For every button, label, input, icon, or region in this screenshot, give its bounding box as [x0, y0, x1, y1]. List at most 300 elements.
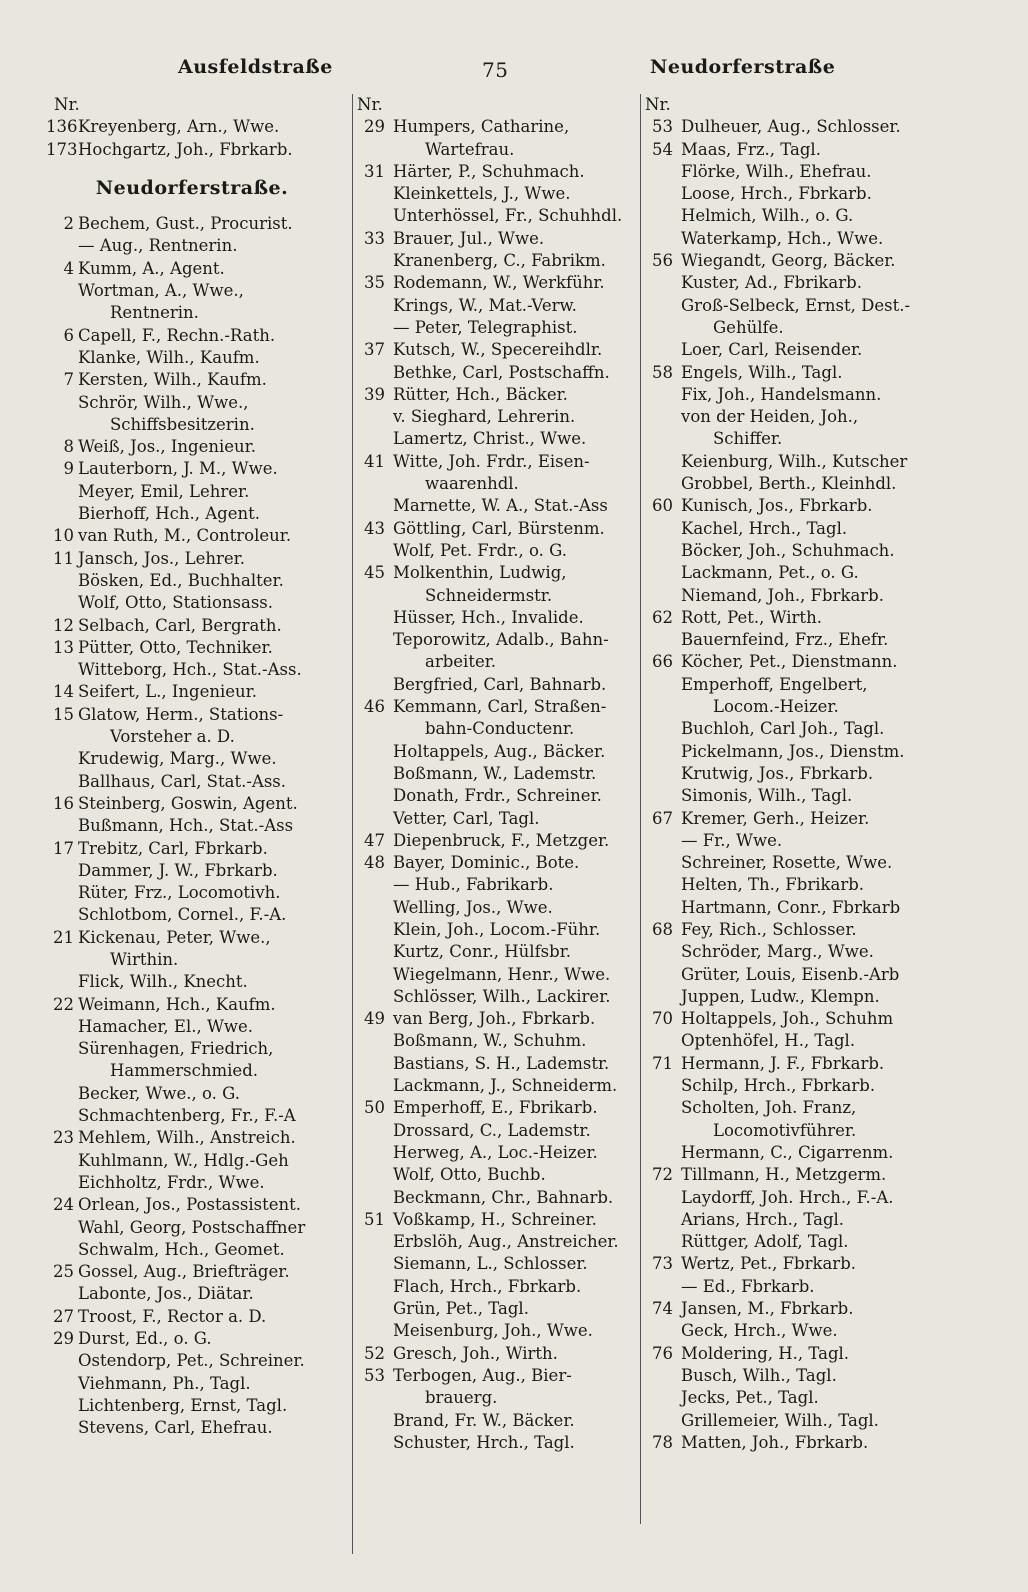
directory-entry — [641, 629, 941, 651]
directory-entry — [42, 280, 342, 302]
directory-entry — [42, 302, 342, 324]
directory-entry — [353, 1008, 643, 1030]
directory-entry — [641, 1053, 941, 1075]
resident-text: Kuster, Ad., Fbrikarb. — [681, 273, 862, 293]
resident-text: Simonis, Wilh., Tagl. — [681, 786, 853, 806]
directory-entry — [353, 518, 643, 540]
directory-entry — [42, 1350, 342, 1372]
column-2 — [352, 94, 643, 1554]
resident-text: Krings, W., Mat.-Verw. — [393, 295, 577, 315]
house-number: 67 — [652, 808, 673, 828]
resident-text: Diepenbruck, F., Metzger. — [393, 830, 610, 850]
resident-text: Terbogen, Aug., Bier- — [393, 1365, 572, 1385]
directory-entry — [353, 1410, 643, 1432]
header-right-street: Neudorferstraße — [650, 56, 836, 78]
directory-entry — [42, 592, 342, 614]
directory-entry — [42, 904, 342, 926]
directory-entry — [42, 1016, 342, 1038]
resident-text: Grüter, Louis, Eisenb.-Arb — [681, 964, 900, 984]
resident-text: Klein, Joh., Locom.-Führ. — [393, 919, 601, 939]
resident-text: Hartmann, Conr., Fbrkarb — [681, 897, 901, 917]
resident-text: Witte, Joh. Frdr., Eisen- — [393, 451, 590, 471]
house-number: 52 — [364, 1343, 385, 1363]
directory-entry — [641, 718, 941, 740]
directory-entry — [641, 1142, 941, 1164]
directory-entry — [42, 392, 342, 414]
resident-text: Schiffer. — [713, 429, 783, 449]
resident-text: Göttling, Carl, Bürstenm. — [393, 518, 605, 538]
directory-entry — [42, 615, 342, 637]
directory-entry — [353, 1142, 643, 1164]
house-number: 27 — [53, 1306, 74, 1326]
directory-entry — [641, 1097, 941, 1119]
directory-entry — [353, 1343, 643, 1365]
directory-entry — [641, 964, 941, 986]
directory-entry — [353, 495, 643, 517]
resident-text: Arians, Hrch., Tagl. — [681, 1209, 845, 1229]
resident-text: Lichtenberg, Ernst, Tagl. — [78, 1395, 288, 1415]
resident-text: — Fr., Wwe. — [681, 830, 783, 850]
directory-entry — [42, 1261, 342, 1283]
directory-entry — [641, 919, 941, 941]
resident-text: Flach, Hrch., Fbrkarb. — [393, 1276, 582, 1296]
directory-entry — [42, 815, 342, 837]
directory-entry — [42, 1060, 342, 1082]
resident-text: Wolf, Otto, Stationsass. — [78, 593, 273, 613]
directory-entry — [42, 793, 342, 815]
resident-text: Laydorff, Joh. Hrch., F.-A. — [681, 1187, 894, 1207]
resident-text: Bergfried, Carl, Bahnarb. — [393, 674, 607, 694]
resident-text: Seifert, L., Ingenieur. — [78, 682, 258, 702]
house-number: 13 — [53, 637, 74, 657]
directory-entry — [353, 540, 643, 562]
resident-text: Groß-Selbeck, Ernst, Dest.- — [681, 295, 911, 315]
top-entries — [42, 116, 342, 161]
directory-entry — [353, 339, 643, 361]
column-3 — [640, 94, 941, 1524]
resident-text: Hermann, J. F., Fbrkarb. — [681, 1053, 885, 1073]
directory-entry — [42, 659, 342, 681]
directory-entry — [641, 986, 941, 1008]
resident-text: Wortman, A., Wwe., — [78, 281, 244, 301]
resident-text: Helmich, Wilh., o. G. — [681, 206, 854, 226]
directory-entry — [353, 161, 643, 183]
resident-text: Wiegelmann, Henr., Wwe. — [393, 964, 611, 984]
directory-entry — [353, 718, 643, 740]
directory-entry — [641, 674, 941, 696]
resident-text: Jansch, Jos., Lehrer. — [78, 548, 245, 568]
resident-text: Unterhössel, Fr., Schuhhdl. — [393, 206, 623, 226]
directory-entry — [641, 272, 941, 294]
resident-text: Krutwig, Jos., Fbrkarb. — [681, 763, 874, 783]
directory-entry — [641, 897, 941, 919]
resident-text: Bußmann, Hch., Stat.-Ass — [78, 816, 294, 836]
house-number: 173 — [46, 139, 78, 159]
house-number: 70 — [652, 1009, 673, 1029]
directory-entry — [641, 317, 941, 339]
resident-text: Böcker, Joh., Schuhmach. — [681, 540, 895, 560]
resident-text: Lauterborn, J. M., Wwe. — [78, 459, 278, 479]
directory-entry — [42, 1194, 342, 1216]
directory-entry — [42, 436, 342, 458]
directory-entry — [353, 1209, 643, 1231]
directory-entry — [42, 1239, 342, 1261]
directory-entry — [641, 1008, 941, 1030]
resident-text: Niemand, Joh., Fbrkarb. — [681, 585, 884, 605]
resident-text: Gehülfe. — [713, 317, 784, 337]
directory-entry — [42, 1127, 342, 1149]
resident-text: Schröder, Marg., Wwe. — [681, 942, 874, 962]
resident-text: Kleinkettels, J., Wwe. — [393, 184, 571, 204]
directory-entry — [353, 1030, 643, 1052]
directory-entry — [353, 228, 643, 250]
resident-text: — Peter, Telegraphist. — [393, 317, 578, 337]
resident-text: waarenhdl. — [425, 474, 519, 494]
directory-entry — [42, 1395, 342, 1417]
directory-entry — [42, 838, 342, 860]
resident-text: Loose, Hrch., Fbrkarb. — [681, 184, 872, 204]
resident-text: Optenhöfel, H., Tagl. — [681, 1031, 856, 1051]
resident-text: Kreyenberg, Arn., Wwe. — [78, 117, 280, 137]
entry-list — [42, 213, 342, 1439]
resident-text: Schuster, Hrch., Tagl. — [393, 1432, 575, 1452]
resident-text: Scholten, Joh. Franz, — [681, 1098, 857, 1118]
directory-entry — [353, 1120, 643, 1142]
directory-entry — [42, 882, 342, 904]
resident-text: Grillemeier, Wilh., Tagl. — [681, 1410, 879, 1430]
resident-text: Rüter, Frz., Locomotivh. — [78, 883, 281, 903]
house-number: 47 — [364, 830, 385, 850]
directory-entry — [42, 258, 342, 280]
resident-text: Schlösser, Wilh., Lackirer. — [393, 986, 611, 1006]
directory-entry — [641, 562, 941, 584]
resident-text: Steinberg, Goswin, Agent. — [78, 793, 298, 813]
directory-entry — [641, 205, 941, 227]
house-number: 4 — [63, 258, 74, 278]
house-number: 49 — [364, 1009, 385, 1029]
resident-text: Stevens, Carl, Ehefrau. — [78, 1418, 273, 1438]
resident-text: Kersten, Wilh., Kaufm. — [78, 370, 267, 390]
house-number: 54 — [652, 139, 673, 159]
directory-entry — [641, 585, 941, 607]
resident-text: van Ruth, M., Controleur. — [78, 526, 292, 546]
resident-text: Bayer, Dominic., Bote. — [393, 853, 580, 873]
house-number: 7 — [63, 370, 74, 390]
directory-entry — [42, 1105, 342, 1127]
resident-text: Helten, Th., Fbrikarb. — [681, 875, 865, 895]
directory-entry — [42, 548, 342, 570]
directory-entry — [353, 205, 643, 227]
house-number: 71 — [652, 1053, 673, 1073]
directory-entry — [42, 637, 342, 659]
house-number: 14 — [53, 682, 74, 702]
resident-text: Locomotivführer. — [713, 1120, 857, 1140]
resident-text: Brauer, Jul., Wwe. — [393, 228, 545, 248]
resident-text: Bethke, Carl, Postschaffn. — [393, 362, 610, 382]
directory-entry — [353, 741, 643, 763]
resident-text: Teporowitz, Adalb., Bahn- — [393, 630, 609, 650]
resident-text: Pütter, Otto, Techniker. — [78, 637, 273, 657]
resident-text: v. Sieghard, Lehrerin. — [393, 407, 576, 427]
directory-entry — [641, 696, 941, 718]
house-number: 43 — [364, 518, 385, 538]
resident-text: Herweg, A., Loc.-Heizer. — [393, 1142, 598, 1162]
house-number: 48 — [364, 853, 385, 873]
directory-entry — [353, 941, 643, 963]
directory-entry — [353, 1075, 643, 1097]
resident-text: Hüsser, Hch., Invalide. — [393, 607, 584, 627]
resident-text: Welling, Jos., Wwe. — [393, 897, 553, 917]
resident-text: Köcher, Pet., Dienstmann. — [681, 652, 898, 672]
resident-text: Schreiner, Rosette, Wwe. — [681, 853, 893, 873]
resident-text: Siemann, L., Schlosser. — [393, 1254, 588, 1274]
header-left-street: Ausfeldstraße — [178, 56, 333, 78]
resident-text: Meisenburg, Joh., Wwe. — [393, 1321, 593, 1341]
directory-entry — [353, 585, 643, 607]
resident-text: Kranenberg, C., Fabrikm. — [393, 251, 606, 271]
resident-text: Kemmann, Carl, Straßen- — [393, 697, 607, 717]
resident-text: Eichholtz, Frdr., Wwe. — [78, 1172, 265, 1192]
resident-text: Lackmann, Pet., o. G. — [681, 563, 859, 583]
resident-text: — Aug., Rentnerin. — [78, 236, 238, 256]
resident-text: Wiegandt, Georg, Bäcker. — [681, 251, 896, 271]
resident-text: Kremer, Gerh., Heizer. — [681, 808, 870, 828]
directory-entry — [641, 941, 941, 963]
page-number: 75 — [482, 58, 509, 82]
nr-label: Nr. — [357, 95, 383, 114]
directory-entry — [42, 1217, 342, 1239]
directory-entry — [353, 428, 643, 450]
house-number: 16 — [53, 793, 74, 813]
resident-text: Locom.-Heizer. — [713, 697, 839, 717]
directory-entry — [641, 1387, 941, 1409]
directory-entry — [42, 414, 342, 436]
directory-entry — [353, 830, 643, 852]
resident-text: Donath, Frdr., Schreiner. — [393, 786, 602, 806]
directory-entry — [641, 428, 941, 450]
house-number: 6 — [63, 325, 74, 345]
resident-text: Boßmann, W., Lademstr. — [393, 763, 597, 783]
directory-entry — [42, 570, 342, 592]
directory-entry — [353, 116, 643, 138]
resident-text: Hammerschmied. — [110, 1061, 259, 1081]
resident-text: Wartefrau. — [425, 139, 515, 159]
directory-entry — [641, 250, 941, 272]
resident-text: Marnette, W. A., Stat.-Ass — [393, 496, 608, 516]
directory-entry — [641, 852, 941, 874]
directory-entry — [353, 808, 643, 830]
house-number: 11 — [53, 548, 74, 568]
resident-text: Jansen, M., Fbrkarb. — [681, 1299, 854, 1319]
directory-entry — [641, 607, 941, 629]
house-number: 29 — [364, 117, 385, 137]
resident-text: Mehlem, Wilh., Anstreich. — [78, 1128, 296, 1148]
resident-text: Durst, Ed., o. G. — [78, 1329, 212, 1349]
directory-entry — [353, 1164, 643, 1186]
directory-entry — [42, 525, 342, 547]
house-number: 39 — [364, 384, 385, 404]
directory-entry — [641, 518, 941, 540]
directory-entry — [353, 1187, 643, 1209]
entry-list — [641, 116, 941, 1454]
resident-text: Jecks, Pet., Tagl. — [681, 1388, 819, 1408]
resident-text: Kutsch, W., Specereihdlr. — [393, 340, 603, 360]
directory-entry — [353, 674, 643, 696]
directory-entry — [353, 139, 643, 161]
resident-text: Emperhoff, Engelbert, — [681, 674, 868, 694]
resident-text: Erbslöh, Aug., Anstreicher. — [393, 1232, 619, 1252]
house-number: 74 — [652, 1299, 673, 1319]
directory-entry — [42, 971, 342, 993]
entry-list — [353, 116, 643, 1454]
house-number: 46 — [364, 697, 385, 717]
directory-entry — [641, 808, 941, 830]
resident-text: Hochgartz, Joh., Fbrkarb. — [78, 139, 293, 159]
house-number: 25 — [53, 1262, 74, 1282]
resident-text: Krudewig, Marg., Wwe. — [78, 749, 277, 769]
directory-entry — [353, 964, 643, 986]
resident-text: Kumm, A., Agent. — [78, 258, 225, 278]
house-number: 31 — [364, 161, 385, 181]
directory-entry — [353, 607, 643, 629]
resident-text: Dammer, J. W., Fbrkarb. — [78, 860, 278, 880]
resident-text: Weiß, Jos., Ingenieur. — [78, 437, 257, 457]
resident-text: Fix, Joh., Handelsmann. — [681, 384, 882, 404]
house-number: 51 — [364, 1209, 385, 1229]
resident-text: Buchloh, Carl Joh., Tagl. — [681, 719, 885, 739]
resident-text: Schiffsbesitzerin. — [110, 414, 255, 434]
house-number: 21 — [53, 927, 74, 947]
house-number: 78 — [652, 1432, 673, 1452]
directory-entry — [353, 1053, 643, 1075]
directory-entry — [641, 1030, 941, 1052]
resident-text: Rütter, Hch., Bäcker. — [393, 384, 568, 404]
resident-text: brauerg. — [425, 1388, 498, 1408]
resident-text: Wolf, Pet. Frdr., o. G. — [393, 540, 567, 560]
resident-text: Rentnerin. — [110, 303, 199, 323]
directory-entry — [42, 235, 342, 257]
directory-entry — [353, 562, 643, 584]
directory-entry — [641, 339, 941, 361]
resident-text: Humpers, Catharine, — [393, 117, 570, 137]
resident-text: Hamacher, El., Wwe. — [78, 1016, 254, 1036]
resident-text: Rüttger, Adolf, Tagl. — [681, 1232, 849, 1252]
resident-text: Moldering, H., Tagl. — [681, 1343, 850, 1363]
resident-text: Trebitz, Carl, Fbrkarb. — [78, 838, 268, 858]
directory-entry — [353, 272, 643, 294]
resident-text: Selbach, Carl, Bergrath. — [78, 615, 282, 635]
house-number: 60 — [652, 496, 673, 516]
directory-entry — [353, 1097, 643, 1119]
directory-entry — [641, 540, 941, 562]
directory-entry — [353, 897, 643, 919]
resident-text: Geck, Hrch., Wwe. — [681, 1321, 838, 1341]
directory-entry — [42, 139, 342, 161]
resident-text: Beckmann, Chr., Bahnarb. — [393, 1187, 614, 1207]
resident-text: Emperhoff, E., Fbrikarb. — [393, 1098, 598, 1118]
resident-text: Busch, Wilh., Tagl. — [681, 1365, 837, 1385]
resident-text: Capell, F., Rechn.-Rath. — [78, 325, 276, 345]
directory-entry — [42, 1328, 342, 1350]
resident-text: Weimann, Hch., Kaufm. — [78, 994, 276, 1014]
directory-entry — [641, 295, 941, 317]
resident-text: bahn-Conductenr. — [425, 719, 575, 739]
resident-text: Bösken, Ed., Buchhalter. — [78, 570, 284, 590]
house-number: 50 — [364, 1098, 385, 1118]
directory-entry — [353, 362, 643, 384]
house-number: 10 — [53, 526, 74, 546]
house-number: 2 — [63, 214, 74, 234]
resident-text: Witteborg, Hch., Stat.-Ass. — [78, 660, 302, 680]
resident-text: Wahl, Georg, Postschaffner — [78, 1217, 306, 1237]
resident-text: Rott, Pet., Wirth. — [681, 607, 822, 627]
directory-entry — [42, 458, 342, 480]
directory-entry — [641, 830, 941, 852]
directory-entry — [641, 139, 941, 161]
directory-entry — [641, 1410, 941, 1432]
resident-text: Flörke, Wilh., Ehefrau. — [681, 161, 872, 181]
resident-text: Voßkamp, H., Schreiner. — [393, 1209, 597, 1229]
resident-text: Klanke, Wilh., Kaufm. — [78, 347, 260, 367]
directory-entry — [641, 1343, 941, 1365]
resident-text: Schilp, Hrch., Fbrkarb. — [681, 1076, 876, 1096]
house-number: 53 — [364, 1365, 385, 1385]
house-number: 56 — [652, 251, 673, 271]
resident-text: Ballhaus, Carl, Stat.-Ass. — [78, 771, 286, 791]
directory-entry — [353, 986, 643, 1008]
resident-text: Boßmann, W., Schuhm. — [393, 1031, 587, 1051]
resident-text: Molkenthin, Ludwig, — [393, 563, 567, 583]
house-number: 23 — [53, 1128, 74, 1148]
resident-text: Glatow, Herm., Stations- — [78, 704, 284, 724]
resident-text: Meyer, Emil, Lehrer. — [78, 481, 250, 501]
resident-text: Rodemann, W., Werkführ. — [393, 273, 605, 293]
resident-text: — Ed., Fbrkarb. — [681, 1276, 815, 1296]
directory-entry — [42, 949, 342, 971]
resident-text: Flick, Wilh., Knecht. — [78, 972, 248, 992]
resident-text: Gresch, Joh., Wirth. — [393, 1343, 558, 1363]
directory-entry — [353, 1387, 643, 1409]
resident-text: Bauernfeind, Frz., Ehefr. — [681, 630, 889, 650]
resident-text: Becker, Wwe., o. G. — [78, 1083, 241, 1103]
directory-entry — [641, 1320, 941, 1342]
house-number: 58 — [652, 362, 673, 382]
directory-entry — [641, 1253, 941, 1275]
directory-entry — [641, 406, 941, 428]
directory-entry — [353, 651, 643, 673]
directory-entry — [42, 503, 342, 525]
directory-entry — [353, 1432, 643, 1454]
house-number: 136 — [46, 117, 78, 137]
directory-entry — [42, 116, 342, 138]
directory-entry — [353, 473, 643, 495]
directory-entry — [641, 473, 941, 495]
resident-text: Sürenhagen, Friedrich, — [78, 1039, 274, 1059]
resident-text: Schwalm, Hch., Geomet. — [78, 1239, 285, 1259]
directory-entry — [353, 1276, 643, 1298]
resident-text: Fey, Rich., Schlosser. — [681, 919, 857, 939]
resident-text: Kickenau, Peter, Wwe., — [78, 927, 271, 947]
column-1 — [42, 94, 342, 1440]
resident-text: Juppen, Ludw., Klempn. — [681, 986, 880, 1006]
resident-text: Vetter, Carl, Tagl. — [393, 808, 540, 828]
directory-entry — [353, 406, 643, 428]
directory-entry — [353, 629, 643, 651]
directory-entry — [353, 317, 643, 339]
house-number: 37 — [364, 340, 385, 360]
directory-entry — [641, 741, 941, 763]
directory-entry — [42, 1373, 342, 1395]
